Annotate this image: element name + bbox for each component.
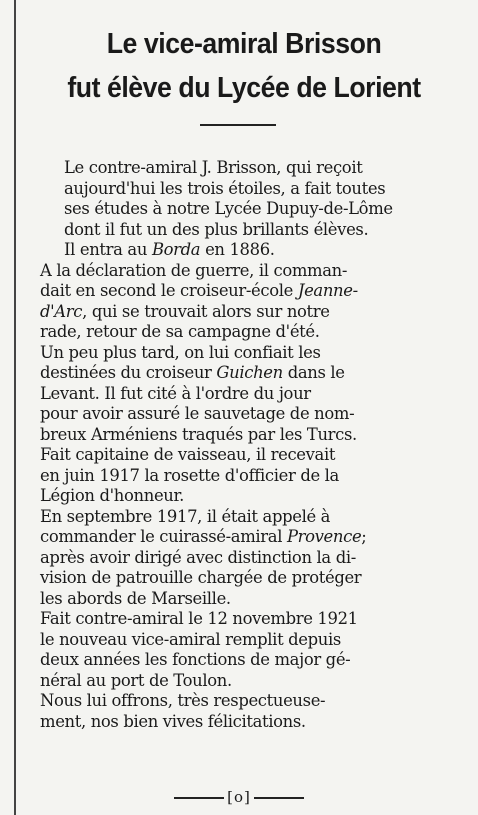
- article-paragraph: [22, 343, 470, 446]
- article-line: néral au port de Toulon.: [40, 670, 232, 690]
- article-line: ment, nos bien vives félicitations.: [40, 711, 306, 731]
- article-line: Nous lui offrons, très respectueuse-: [40, 691, 326, 710]
- article-line: ses études à notre Lycée Dupuy-de-Lôme: [64, 199, 393, 218]
- article-line: deux années les fonctions de major gé-: [40, 650, 351, 669]
- article-body: [22, 158, 470, 732]
- article-paragraph: [22, 691, 470, 732]
- article-line: dont il fut un des plus brillants élèves.: [64, 219, 369, 239]
- article-line: pour avoir assuré le sauvetage de nom-: [40, 404, 355, 423]
- article-line: Il entra au Borda en 1886.: [64, 240, 275, 259]
- article-line: A la déclaration de guerre, il comman-: [40, 260, 348, 280]
- article-line: les abords de Marseille.: [40, 588, 231, 608]
- article-headline: [36, 22, 452, 110]
- ornament-mark: [o]: [227, 788, 251, 806]
- headline-divider: [200, 124, 276, 126]
- headline-line-2: fut élève du Lycée de Lorient: [67, 72, 421, 104]
- article-line: rade, retour de sa campagne d'été.: [40, 322, 320, 341]
- article-paragraph: [22, 158, 470, 261]
- ornament-dash-left: [174, 797, 224, 799]
- article-paragraph: [22, 507, 470, 610]
- article-line: breux Arméniens traqués par les Turcs.: [40, 424, 357, 444]
- article-paragraph: [22, 609, 470, 691]
- article-line: vision de patrouille chargée de protéger: [40, 568, 362, 587]
- article-line: après avoir dirigé avec distinction la di-: [40, 547, 356, 567]
- article-line: Fait contre-amiral le 12 novembre 1921: [40, 609, 358, 628]
- headline-line-1: Le vice-amiral Brisson: [106, 28, 382, 60]
- article-line: Fait capitaine de vaisseau, il recevait: [40, 445, 336, 464]
- article-line: Légion d'honneur.: [40, 486, 185, 505]
- article-line: destinées du croiseur Guichen dans le: [40, 363, 345, 382]
- article-line: commander le cuirassé-amiral Provence;: [40, 527, 367, 546]
- article-paragraph: [22, 261, 470, 343]
- end-ornament: [0, 788, 478, 806]
- article-line: En septembre 1917, il était appelé à: [40, 506, 331, 526]
- article-line: d'Arc, qui se trouvait alors sur notre: [40, 301, 330, 321]
- article-paragraph: [22, 445, 470, 507]
- ornament-dash-right: [254, 797, 304, 799]
- article-line: en juin 1917 la rosette d'officier de la: [40, 465, 339, 485]
- article-line: dait en second le croiseur-école Jeanne-: [40, 281, 358, 300]
- article-line: Levant. Il fut cité à l'ordre du jour: [40, 383, 311, 403]
- article-line: le nouveau vice-amiral remplit depuis: [40, 629, 341, 649]
- article-line: Le contre-amiral J. Brisson, qui reçoit: [64, 158, 363, 177]
- article-line: aujourd'hui les trois étoiles, a fait toutes: [64, 178, 386, 198]
- article-line: Un peu plus tard, on lui confiait les: [40, 342, 321, 362]
